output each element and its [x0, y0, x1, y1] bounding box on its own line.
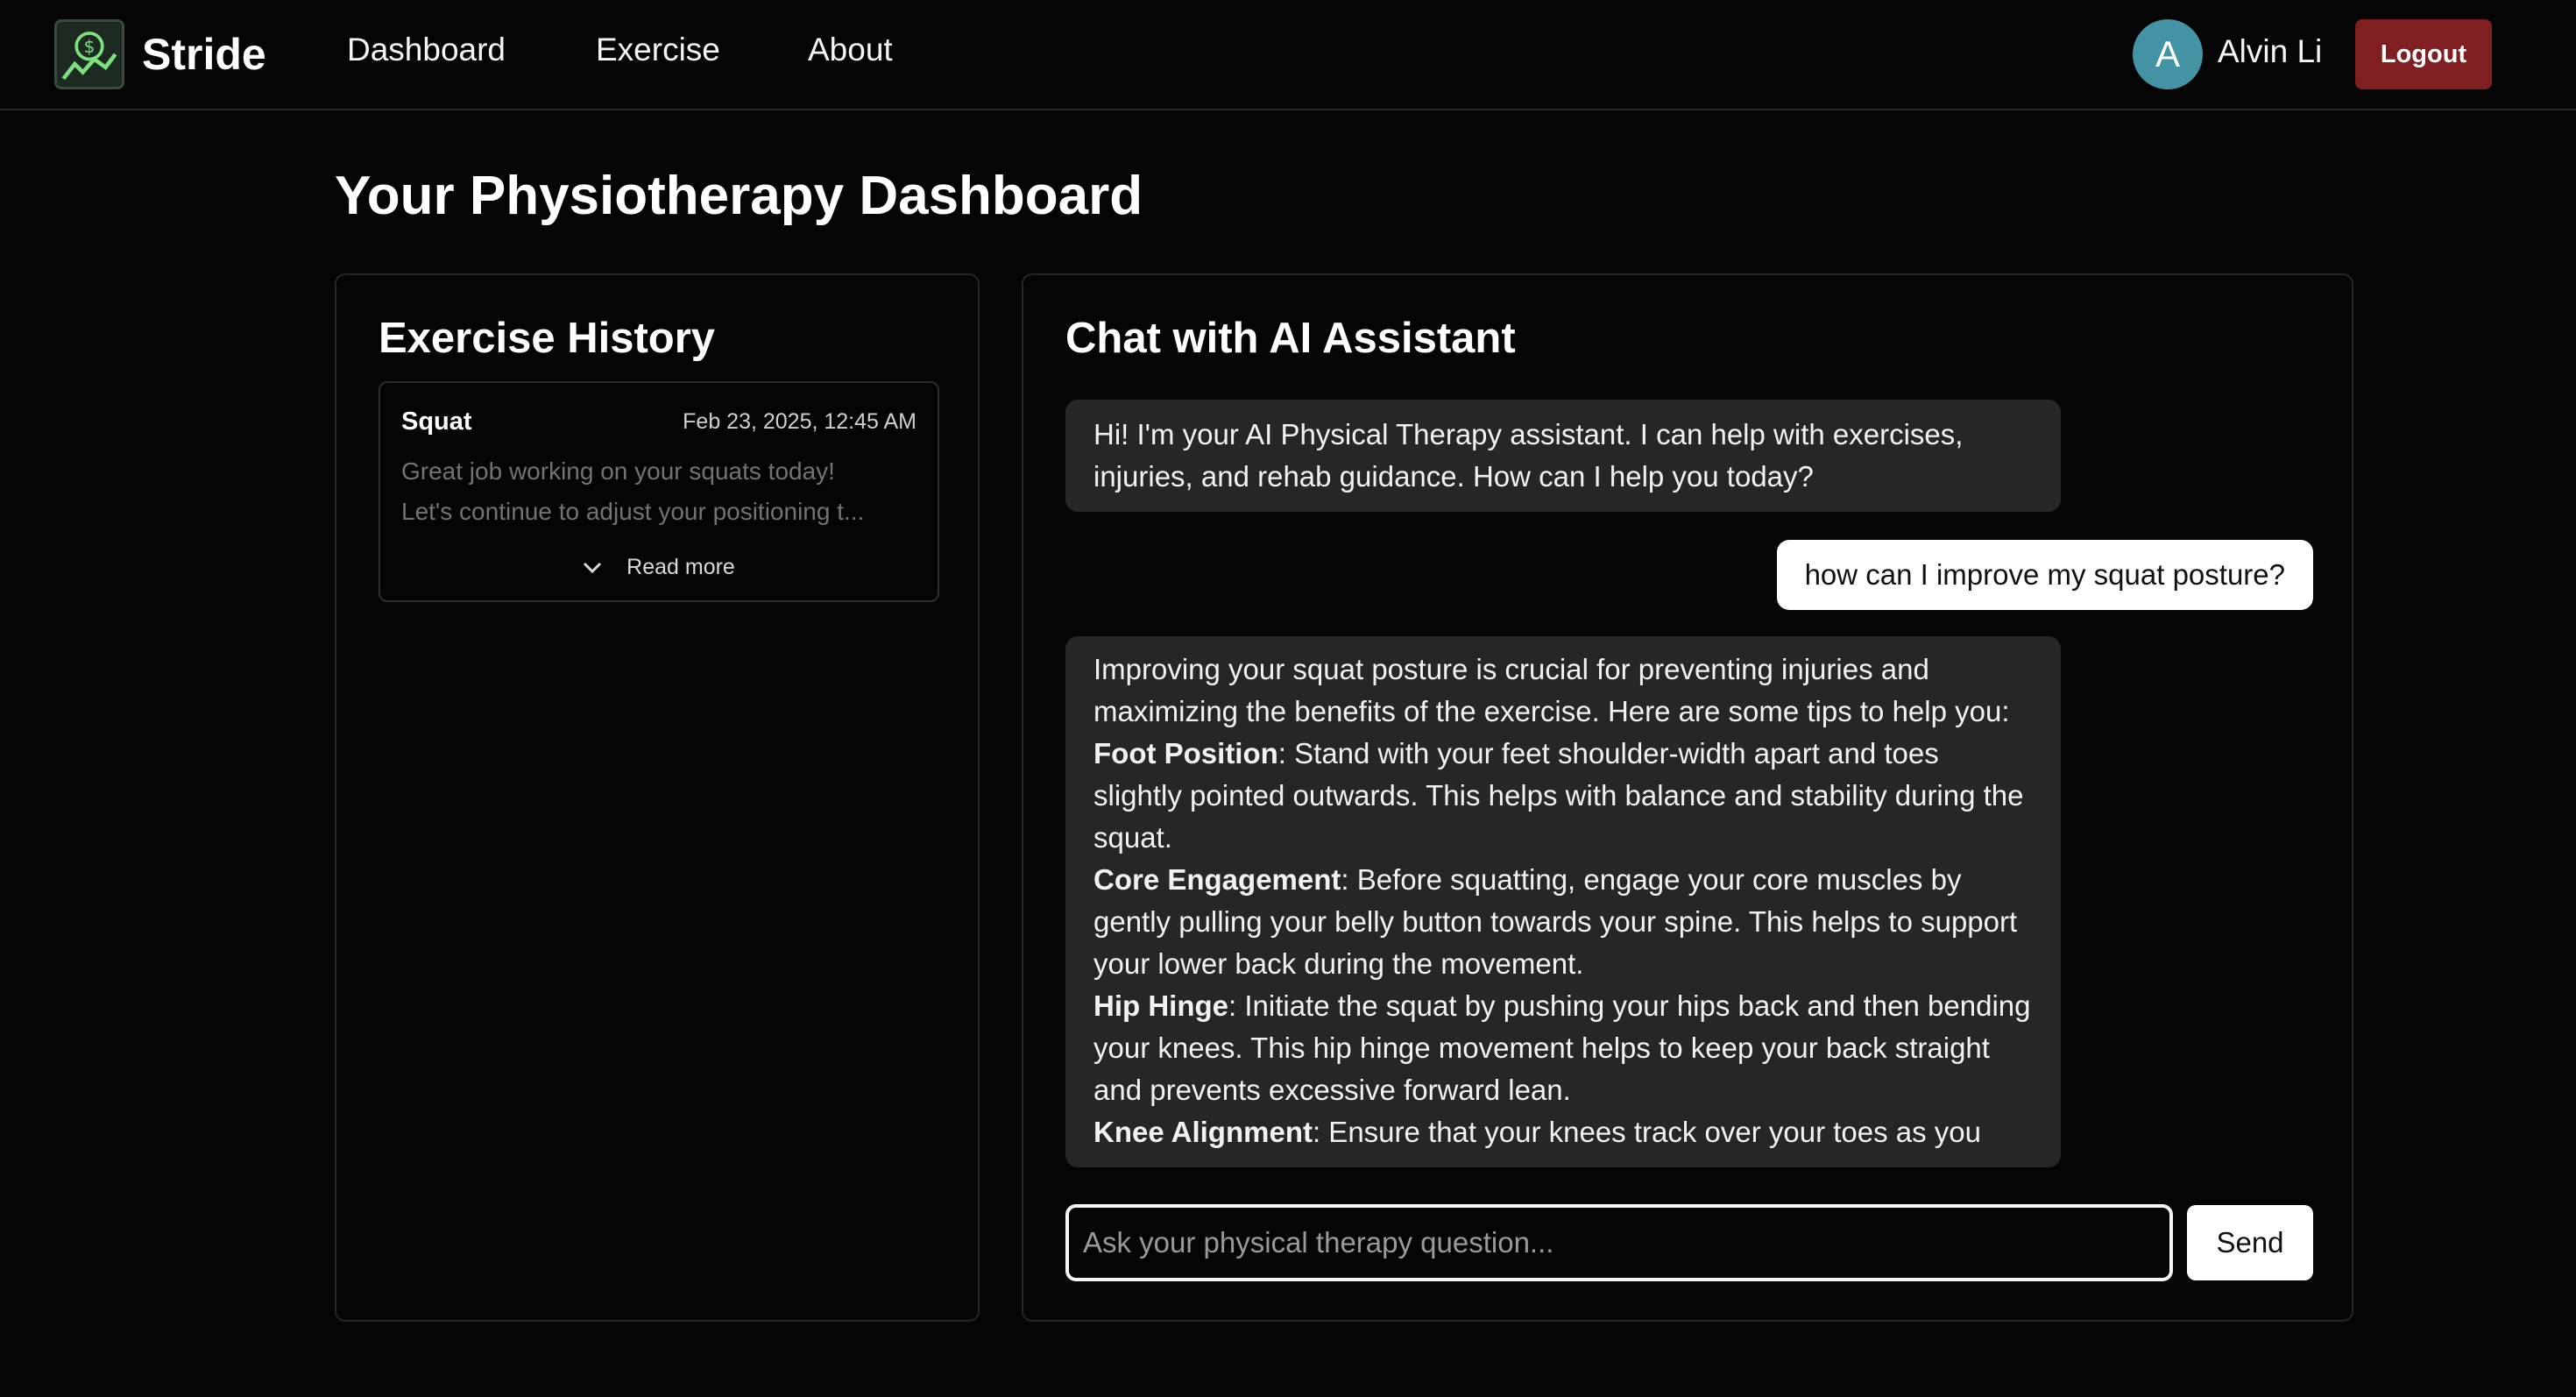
- assistant-message: [1065, 636, 2061, 1167]
- send-button[interactable]: Send: [2187, 1205, 2313, 1280]
- svg-text:$: $: [83, 36, 96, 58]
- history-summary-line: Let's continue to adjust your positioning t...: [401, 498, 865, 525]
- assistant-message: Hi! I'm your AI Physical Therapy assistant. I can help with exercises, injuries, and rehab guidance. How can I help you today?: [1065, 400, 2061, 512]
- assistant-intro: Improving your squat posture is crucial for preventing injuries and maximizing the benefits of the exercise. Here are some tips to help you:: [1093, 653, 2010, 727]
- tip-item: [1093, 985, 2033, 1111]
- nav-exercise[interactable]: Exercise: [596, 32, 720, 67]
- chat-input[interactable]: [1065, 1204, 2173, 1281]
- history-item-name: Squat: [401, 408, 472, 436]
- avatar-initial: A: [2155, 33, 2180, 74]
- read-more-label: Read more: [626, 555, 735, 579]
- tip-item: [1093, 1111, 2033, 1153]
- exercise-history-title: Exercise History: [379, 315, 716, 362]
- nav-dashboard[interactable]: Dashboard: [347, 32, 506, 67]
- user-message: how can I improve my squat posture?: [1777, 540, 2313, 610]
- stride-logo-icon: [54, 19, 124, 89]
- tip-text: : Stand with your feet shoulder-width apart and toes slightly pointed outwards. This helps with balance and stability during the squat.: [1093, 737, 2024, 854]
- tip-label: Core Engagement: [1093, 863, 1341, 896]
- history-item: [379, 381, 939, 602]
- brand[interactable]: [54, 19, 266, 89]
- brand-name: Stride: [142, 30, 266, 79]
- nav-about[interactable]: About: [808, 32, 893, 67]
- tip-label: Foot Position: [1093, 737, 1278, 769]
- history-summary-line: Great job working on your squats today!: [401, 457, 835, 485]
- avatar[interactable]: [2133, 19, 2203, 89]
- tip-label: Knee Alignment: [1093, 1116, 1313, 1148]
- top-navbar: [0, 0, 2576, 110]
- exercise-history-card: [335, 273, 980, 1322]
- chat-messages[interactable]: [1065, 400, 2313, 1171]
- chat-title: Chat with AI Assistant: [1065, 315, 1516, 362]
- tip-text: : Initiate the squat by pushing your hips back and then bending your knees. This hip hinge movement helps to keep your back straight and prevents excessive forward lean.: [1093, 989, 2031, 1106]
- read-more-button[interactable]: [380, 555, 938, 580]
- tip-text: : Before squatting, engage your core muscles by gently pulling your belly button towards your spine. This helps to support your lower back during the movement.: [1093, 863, 2018, 980]
- chat-card: [1022, 273, 2353, 1322]
- user-name: Alvin Li: [2218, 33, 2323, 69]
- history-item-summary: [401, 451, 920, 532]
- chevron-down-icon: [583, 562, 602, 574]
- tip-item: [1093, 859, 2033, 985]
- history-item-date: Feb 23, 2025, 12:45 AM: [683, 409, 916, 434]
- tip-label: Hip Hinge: [1093, 989, 1228, 1022]
- logout-button[interactable]: Logout: [2355, 19, 2492, 89]
- tip-item: [1093, 733, 2033, 859]
- page-title: Your Physiotherapy Dashboard: [335, 166, 1143, 226]
- tip-text: : Ensure that your knees track over your toes as you: [1312, 1116, 1982, 1148]
